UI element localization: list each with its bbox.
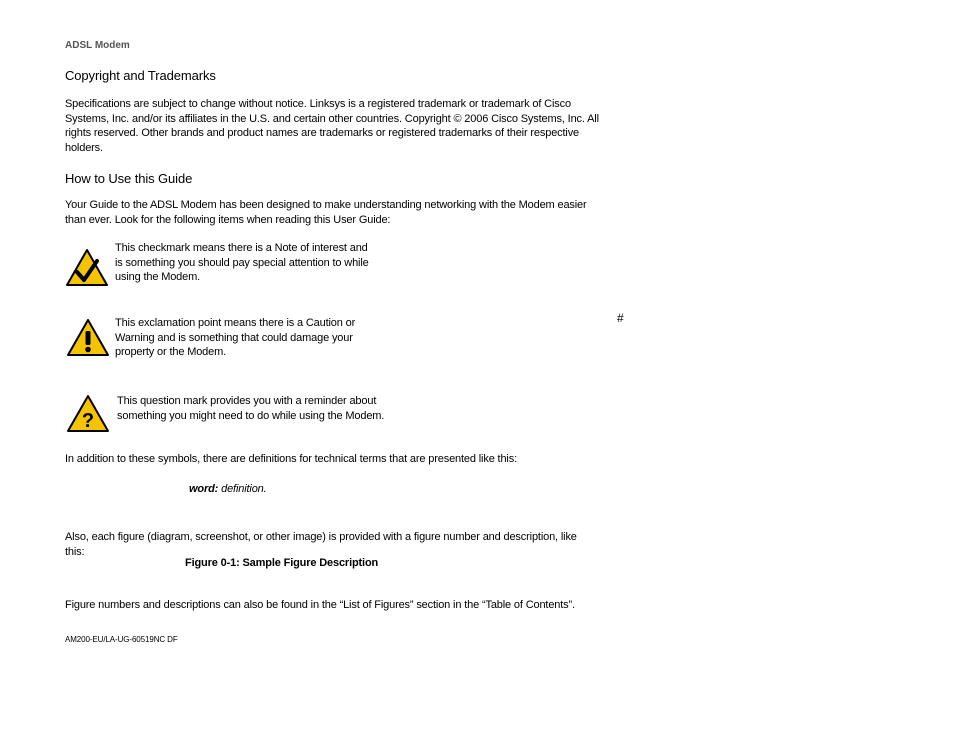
- figure-intro-line: this:: [65, 545, 85, 558]
- term-example: [189, 483, 267, 495]
- document-code: AM200-EU/LA-UG-60519NC DF: [65, 635, 178, 644]
- running-header: ADSL Modem: [65, 40, 130, 51]
- figure-intro-line: Also, each figure (diagram, screenshot, or other image) is provided with a figure number and description, like: [65, 531, 577, 543]
- copyright-line: Systems, Inc. and/or its affiliates in the U.S. and certain other countries. Copyright © 2006 Cisco Systems, Inc. All: [65, 112, 599, 125]
- question-warning-icon: [66, 394, 110, 434]
- exclamation-warning-icon: [66, 318, 110, 358]
- reminder-line: This question mark provides you with a reminder about: [117, 395, 377, 407]
- note-line: is something you should pay special attention to while: [115, 256, 369, 269]
- guide-intro-line: than ever. Look for the following items when reading this User Guide:: [65, 213, 391, 226]
- caution-line: This exclamation point means there is a Caution or: [115, 317, 356, 329]
- definitions-intro: In addition to these symbols, there are definitions for technical terms that are presented like this:: [65, 453, 517, 465]
- guide-intro-paragraph: [65, 198, 587, 227]
- reminder-callout-text: [117, 394, 384, 423]
- figure-caption: Figure 0-1: Sample Figure Description: [185, 557, 379, 569]
- svg-text:?: ?: [81, 410, 95, 432]
- side-mark: #: [617, 311, 624, 325]
- copyright-line: holders.: [65, 141, 103, 154]
- reminder-line: something you might need to do while using the Modem.: [117, 409, 385, 422]
- term-word: word:: [189, 483, 219, 495]
- caution-callout-text: [115, 316, 355, 360]
- caution-line: Warning and is something that could damage your: [115, 331, 353, 344]
- checkmark-warning-icon: [65, 248, 109, 288]
- caution-line: property or the Modem.: [115, 346, 227, 358]
- guide-intro-line: Your Guide to the ADSL Modem has been designed to make understanding networking with the Modem easier: [65, 199, 587, 211]
- note-line: This checkmark means there is a Note of interest and: [115, 242, 368, 254]
- figures-note: Figure numbers and descriptions can also be found in the “List of Figures” section in the “Table of Contents”.: [65, 599, 575, 611]
- copyright-paragraph: [65, 97, 599, 155]
- note-line: using the Modem.: [115, 271, 201, 283]
- figure-intro-paragraph: [65, 530, 577, 559]
- guide-title: How to Use this Guide: [65, 171, 193, 186]
- copyright-title: Copyright and Trademarks: [65, 68, 216, 83]
- term-definition: definition.: [218, 483, 267, 495]
- copyright-line: rights reserved. Other brands and product names are trademarks or registered trademarks of their respective: [65, 127, 580, 139]
- copyright-line: Specifications are subject to change without notice. Linksys is a registered trademark or trademark of Cisco: [65, 98, 571, 110]
- note-callout-text: [115, 241, 369, 285]
